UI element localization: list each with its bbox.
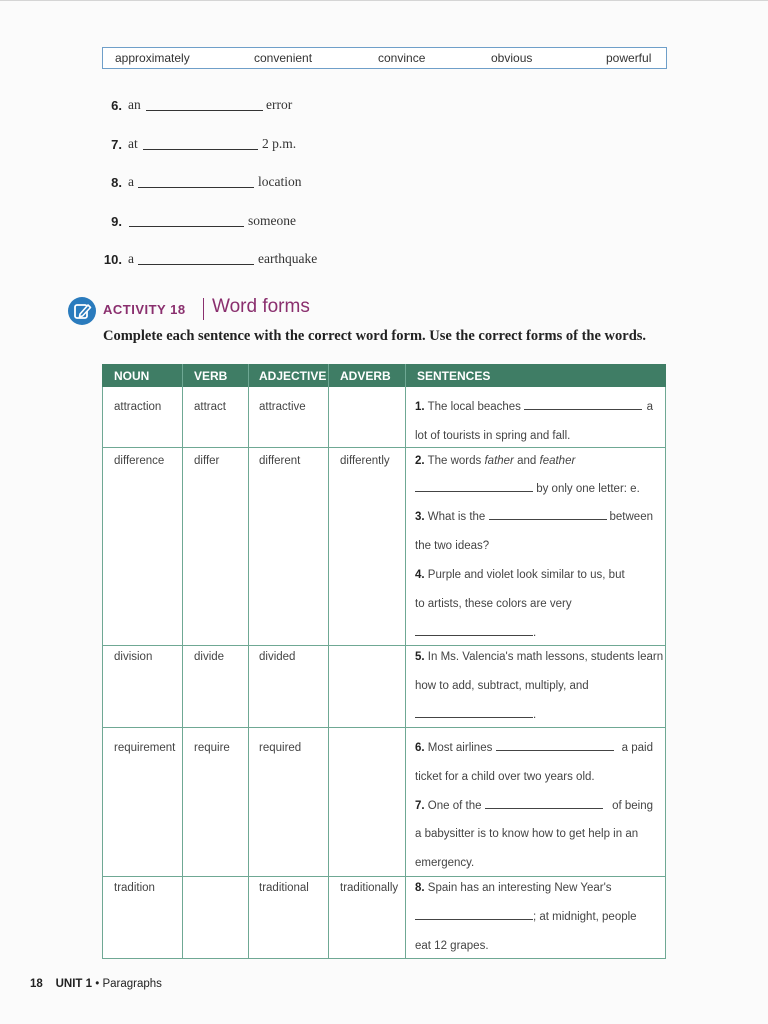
cell-adverb: traditionally bbox=[340, 882, 399, 894]
sentence-text: The words bbox=[427, 455, 482, 467]
table-header-row bbox=[102, 364, 666, 387]
item-text-after: location bbox=[258, 174, 302, 189]
unit-label: UNIT 1 bbox=[55, 978, 92, 990]
sentence-1-line-2: lot of tourists in spring and fall. bbox=[415, 430, 571, 442]
top-rule bbox=[0, 0, 768, 1]
sentence-4-line-2: to artists, these colors are very bbox=[415, 598, 572, 610]
sentence-number: 7. bbox=[415, 800, 425, 812]
sentence-number: 1. bbox=[415, 401, 425, 413]
pencil-edit-icon bbox=[68, 297, 96, 325]
activity-instruction: Complete each sentence with the correct word form. Use the correct forms of the words. bbox=[103, 328, 647, 344]
sentence-text: father bbox=[484, 455, 514, 467]
sentence-number: 4. bbox=[415, 569, 425, 581]
sentence-5 bbox=[415, 651, 663, 663]
sentence-text: In Ms. Valencia's math lessons, students learn bbox=[427, 651, 664, 663]
row-divider bbox=[102, 727, 666, 728]
sentence-number: 6. bbox=[415, 742, 425, 754]
item-number: 10. bbox=[103, 252, 122, 267]
item-number: 9. bbox=[111, 214, 122, 229]
sentence-text: a paid bbox=[621, 742, 653, 754]
cell-adjective: different bbox=[259, 455, 301, 467]
word-box-item: convince bbox=[378, 51, 426, 65]
sentence-text: ; at midnight, people bbox=[533, 911, 637, 923]
activity-title: Word forms bbox=[212, 296, 310, 317]
cell-noun: difference bbox=[114, 455, 165, 467]
header-verb: VERB bbox=[194, 369, 228, 383]
answer-blank[interactable] bbox=[143, 149, 258, 150]
sentence-8-line-2 bbox=[415, 911, 637, 923]
answer-blank[interactable] bbox=[524, 401, 642, 410]
sentence-3-line-2: the two ideas? bbox=[415, 540, 490, 552]
answer-blank[interactable] bbox=[415, 911, 533, 920]
answer-blank[interactable] bbox=[415, 483, 533, 492]
sentence-text: Purple and violet look similar to us, but bbox=[427, 569, 625, 581]
column-divider bbox=[405, 364, 406, 959]
activity-divider bbox=[203, 298, 204, 320]
sentence-2 bbox=[415, 455, 575, 467]
item-text-before: an bbox=[128, 97, 141, 112]
sentence-text: of being bbox=[612, 800, 653, 812]
column-divider bbox=[328, 364, 329, 959]
page-footer bbox=[30, 978, 162, 990]
sentence-7 bbox=[415, 800, 653, 812]
sentence-4-line-3 bbox=[415, 627, 536, 639]
word-box-item: convenient bbox=[254, 51, 313, 65]
sentence-text: feather bbox=[539, 455, 576, 467]
item-number: 6. bbox=[111, 98, 122, 113]
cell-noun: tradition bbox=[114, 882, 155, 894]
sentence-5-line-3 bbox=[415, 709, 536, 721]
item-text-after: error bbox=[266, 97, 293, 112]
page-number: 18 bbox=[30, 978, 43, 990]
sentence-6-line-2: ticket for a child over two years old. bbox=[415, 771, 595, 783]
activity-label: ACTIVITY 18 bbox=[103, 302, 186, 317]
answer-blank[interactable] bbox=[138, 187, 254, 188]
cell-adjective: required bbox=[259, 742, 302, 754]
item-text-before: a bbox=[128, 251, 134, 266]
column-divider bbox=[182, 364, 183, 959]
sentence-1 bbox=[415, 401, 653, 413]
item-text-after: someone bbox=[248, 213, 296, 228]
sentence-4 bbox=[415, 569, 625, 581]
sentence-text: Spain has an interesting New Year's bbox=[427, 882, 612, 894]
item-number: 7. bbox=[111, 137, 122, 152]
sentence-number: 3. bbox=[415, 511, 425, 523]
sentence-text: What is the bbox=[427, 511, 486, 523]
sentence-number: 2. bbox=[415, 455, 425, 467]
cell-adjective: attractive bbox=[259, 401, 306, 413]
cell-noun: requirement bbox=[114, 742, 176, 754]
sentence-text: . bbox=[533, 709, 537, 721]
sentence-text: The local beaches bbox=[427, 401, 521, 413]
word-box bbox=[102, 47, 667, 69]
sentence-8 bbox=[415, 882, 612, 894]
item-text-before: at bbox=[128, 136, 138, 151]
answer-blank[interactable] bbox=[415, 709, 533, 718]
sentence-number: 8. bbox=[415, 882, 425, 894]
cell-verb: divide bbox=[194, 651, 225, 663]
answer-blank[interactable] bbox=[489, 511, 607, 520]
sentence-5-line-2: how to add, subtract, multiply, and bbox=[415, 680, 589, 692]
word-box-item: powerful bbox=[606, 51, 652, 65]
sentence-8-line-3: eat 12 grapes. bbox=[415, 940, 489, 952]
header-noun: NOUN bbox=[114, 369, 150, 383]
cell-verb: differ bbox=[194, 455, 220, 467]
item-text-after: 2 p.m. bbox=[262, 136, 297, 151]
sentence-number: 5. bbox=[415, 651, 425, 663]
item-text-after: earthquake bbox=[258, 251, 318, 266]
cell-noun: attraction bbox=[114, 401, 162, 413]
sentence-text: Most airlines bbox=[427, 742, 493, 754]
row-divider bbox=[102, 447, 666, 448]
cell-adverb: differently bbox=[340, 455, 390, 467]
sentence-7-line-3: emergency. bbox=[415, 857, 475, 869]
sentence-3 bbox=[415, 511, 653, 523]
cell-verb: require bbox=[194, 742, 230, 754]
cell-adjective: traditional bbox=[259, 882, 309, 894]
sentence-6 bbox=[415, 742, 653, 754]
answer-blank[interactable] bbox=[496, 742, 614, 751]
answer-blank[interactable] bbox=[415, 627, 533, 636]
item-number: 8. bbox=[111, 175, 122, 190]
cell-verb: attract bbox=[194, 401, 226, 413]
header-sentences: SENTENCES bbox=[417, 369, 491, 383]
header-adjective: ADJECTIVE bbox=[259, 369, 327, 383]
item-text-before: a bbox=[128, 174, 134, 189]
cell-adjective: divided bbox=[259, 651, 296, 663]
header-adverb: ADVERB bbox=[340, 369, 391, 383]
answer-blank[interactable] bbox=[146, 110, 263, 111]
section-label: Paragraphs bbox=[102, 978, 162, 990]
sentence-7-line-2: a babysitter is to know how to get help in an bbox=[415, 828, 639, 840]
answer-blank[interactable] bbox=[129, 226, 244, 227]
sentence-text: . bbox=[533, 627, 537, 639]
sentence-text: a bbox=[646, 401, 653, 413]
answer-blank[interactable] bbox=[138, 264, 254, 265]
sentence-text: between bbox=[609, 511, 653, 523]
word-box-item: approximately bbox=[115, 51, 190, 65]
row-divider bbox=[102, 876, 666, 877]
sentence-text: One of the bbox=[427, 800, 482, 812]
answer-blank[interactable] bbox=[485, 800, 603, 809]
cell-noun: division bbox=[114, 651, 153, 663]
sentence-text: by only one letter: e. bbox=[536, 483, 640, 495]
row-divider bbox=[102, 645, 666, 646]
word-box-item: obvious bbox=[491, 51, 533, 65]
footer-bullet: • bbox=[95, 978, 100, 990]
column-divider bbox=[248, 364, 249, 959]
sentence-text: and bbox=[517, 455, 537, 467]
word-forms-table bbox=[102, 364, 666, 959]
sentence-2-line-2 bbox=[415, 483, 640, 495]
